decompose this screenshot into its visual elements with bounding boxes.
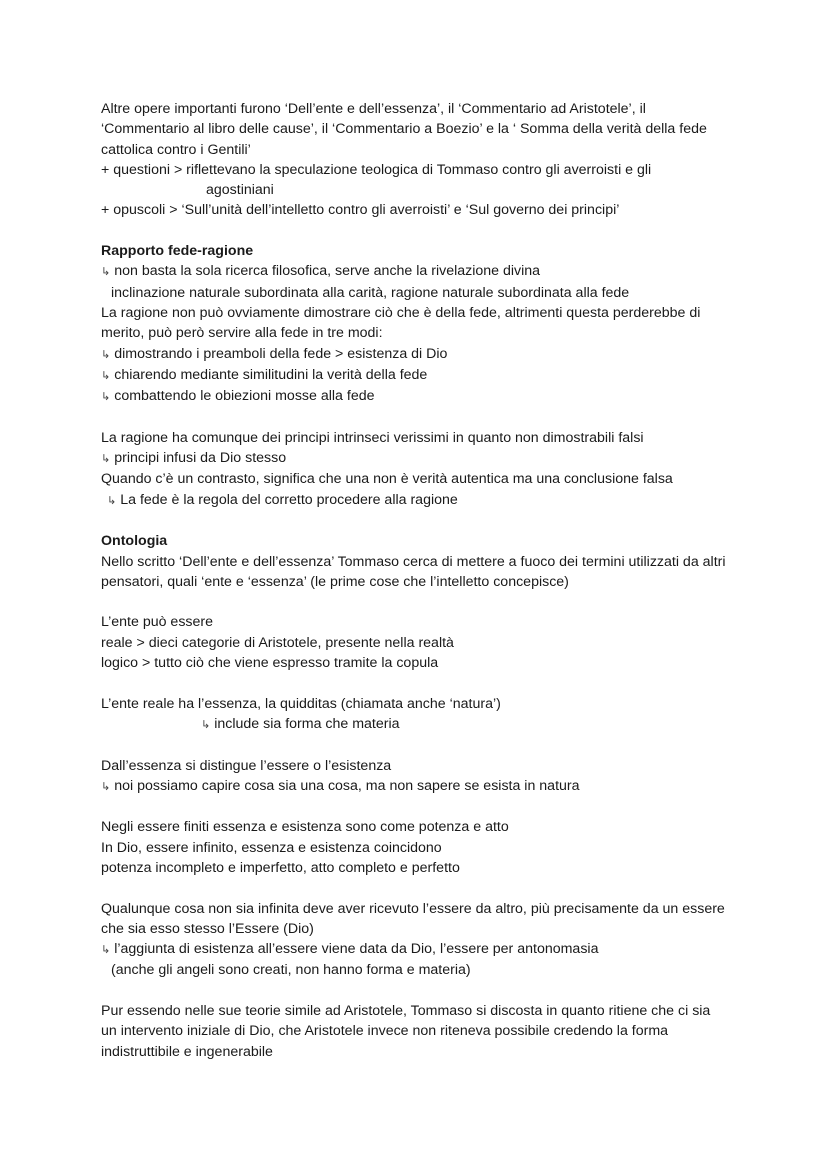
arrow-icon: ↳ [101, 944, 111, 957]
opuscoli-line: + opuscoli > ‘Sull’unità dell’intelletto contro gli averroisti’ e ‘Sul governo dei principi’ [101, 202, 620, 219]
list-item: ↳ non basta la sola ricerca filosofica, serve anche la rivelazione divina [101, 263, 541, 280]
list-item: ↳ La fede è la regola del corretto procedere alla ragione [107, 491, 458, 508]
text-line: Quando c’è un contrasto, significa che una non è verità autentica ma una conclusione falsa [101, 471, 673, 488]
text-line: logico > tutto ciò che viene espresso tramite la copula [101, 655, 439, 672]
intro-line-1: Altre opere importanti furono ‘Dell’ente e dell’essenza’, il ‘Commentario ad Aristotele’, il [101, 101, 646, 117]
section-heading-fede-ragione: Rapporto fede-ragione [101, 243, 254, 260]
text-line: Negli essere finiti essenza e esistenza sono come potenza e atto [101, 819, 509, 836]
arrow-icon: ↳ [201, 718, 211, 731]
text-line: L’ente reale ha l’essenza, la quidditas (chiamata anche ‘natura’) [101, 695, 501, 712]
list-item: ↳ include sia forma che materia [201, 715, 400, 732]
text-line: La ragione non può ovviamente dimostrare ciò che è della fede, altrimenti questa perderebbe di [101, 304, 701, 321]
questioni-continuation: agostiniani [206, 182, 274, 199]
text-line: Qualunque cosa non sia infinita deve aver ricevuto l’essere da altro, più precisamente da un essere [101, 900, 725, 917]
document-page [101, 99, 791, 1062]
arrow-icon: ↳ [101, 453, 111, 466]
arrow-icon: ↳ [101, 348, 111, 361]
intro-line-3: cattolica contro i Gentili’ [101, 141, 251, 158]
list-item: ↳ noi possiamo capire cosa sia una cosa, ma non sapere se esista in natura [101, 777, 580, 794]
list-item: ↳ l’aggiunta di esistenza all’essere viene data da Dio, l’essere per antonomasia [101, 941, 599, 958]
list-item: ↳ principi infusi da Dio stesso [101, 450, 287, 467]
text-line: Pur essendo nelle sue teorie simile ad Aristotele, Tommaso si discosta in quanto ritiene che ci sia [101, 1003, 711, 1020]
list-item: ↳ dimostrando i preamboli della fede > esistenza di Dio [101, 345, 448, 362]
arrow-icon: ↳ [107, 494, 117, 507]
arrow-icon: ↳ [101, 369, 111, 382]
list-item: ↳ chiarendo mediante similitudini la verità della fede [101, 366, 428, 383]
arrow-icon: ↳ [101, 780, 111, 793]
intro-line-2: ‘Commentario al libro delle cause’, il ‘Commentario a Boezio’ e la ‘ Somma della verità della fede [101, 121, 707, 138]
text-line: indistruttibile e ingenerabile [101, 1043, 273, 1060]
text-line: L’ente può essere [101, 614, 214, 631]
arrow-icon: ↳ [101, 391, 111, 404]
text-line: che sia esso stesso l’Essere (Dio) [101, 920, 314, 937]
text-line: merito, può però servire alla fede in tre modi: [101, 325, 383, 342]
text-line: Dall’essenza si distingue l’essere o l’esistenza [101, 757, 392, 774]
list-item: ↳ combattendo le obiezioni mosse alla fede [101, 388, 375, 405]
text-line: La ragione ha comunque dei principi intrinseci verissimi in quanto non dimostrabili falsi [101, 429, 644, 446]
text-line: In Dio, essere infinito, essenza e esistenza coincidono [101, 839, 442, 856]
text-line: un intervento iniziale di Dio, che Aristotele invece non riteneva possibile credendo la forma [101, 1023, 669, 1040]
questioni-line: + questioni > riflettevano la speculazione teologica di Tommaso contro gli averroisti e gli [101, 161, 652, 178]
arrow-icon: ↳ [101, 266, 111, 279]
text-line: inclinazione naturale subordinata alla carità, ragione naturale subordinata alla fede [111, 284, 630, 301]
text-line: potenza incompleto e imperfetto, atto completo e perfetto [101, 859, 460, 876]
text-line: reale > dieci categorie di Aristotele, presente nella realtà [101, 634, 454, 651]
text-line: (anche gli angeli sono creati, non hanno forma e materia) [111, 962, 471, 979]
section-heading-ontologia: Ontologia [101, 533, 168, 550]
text-line: pensatori, quali ‘ente e ‘essenza’ (le prime cose che l’intelletto concepisce) [101, 573, 569, 590]
text-line: Nello scritto ‘Dell’ente e dell’essenza’ Tommaso cerca di mettere a fuoco dei termini utilizzati da altri [101, 553, 726, 570]
